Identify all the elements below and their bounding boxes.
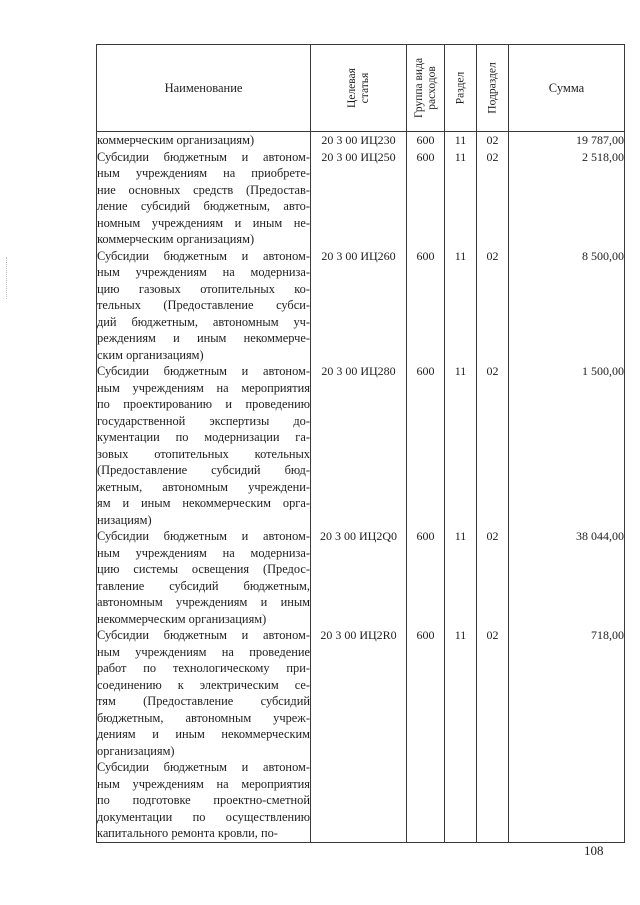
row-sum: 718,00 [509,627,625,759]
row-name-line: Субсидии бюджетным и автоном- [97,628,310,642]
row-name-line: номным учреждениям и иным не- [97,215,310,230]
table-body [97,132,625,843]
row-name-line: зовых отопительных котельных [97,446,310,461]
row-target-article: 20 3 00 ИЦ260 [311,248,407,364]
row-name-line: тям (Предоставление субсидий [97,694,310,708]
row-name-line: (Предоставление субсидий бюд- [97,463,310,477]
row-name-line: по подготовке проектно-сметной [97,793,310,807]
row-name-line: ным учреждениям на проведение [97,644,310,659]
row-subsection: 02 [477,248,509,364]
scan-margin-mark [6,257,8,299]
row-name-line: тельных (Предоставление субси- [97,298,310,312]
row-sum [509,759,625,842]
row-name [97,627,311,759]
row-section: 11 [445,149,477,248]
page-number: 108 [584,843,604,858]
row-section: 11 [445,363,477,528]
header-subsection: Подраздел [477,45,509,132]
table-row [97,363,625,528]
row-name-line: ям и иным некоммерческим орга- [97,496,310,510]
row-expense-group: 600 [407,149,445,248]
row-name-line: автономным учреждениям и иным [97,595,310,609]
row-name-line: ление субсидий бюджетным, авто- [97,199,310,213]
row-name [97,363,311,528]
row-subsection: 02 [477,132,509,149]
row-name-line: жетным, автономным учреждени- [97,479,310,494]
row-target-article: 20 3 00 ИЦ2R0 [311,627,407,759]
row-subsection: 02 [477,528,509,627]
row-name [97,528,311,627]
table-row [97,149,625,248]
row-target-article [311,759,407,842]
row-name-line: Субсидии бюджетным и автоном- [97,760,310,774]
row-name-line: некоммерческим организациям) [97,611,267,626]
row-name [97,149,311,248]
row-name-line: низациям) [97,512,152,527]
row-sum: 1 500,00 [509,363,625,528]
table-row [97,528,625,627]
row-name-line: ным учреждениям на модерниза- [97,545,310,560]
row-section: 11 [445,528,477,627]
row-name-line: организациям) [97,743,175,758]
row-target-article: 20 3 00 ИЦ280 [311,363,407,528]
row-section: 11 [445,248,477,364]
row-name-line: ным учреждениям на приобрете- [97,166,310,180]
row-name-line: соединению к электрическим се- [97,677,310,692]
row-name-line: дий бюджетным, автономным уч- [97,314,310,329]
row-name [97,759,311,842]
row-name-line: Субсидии бюджетным и автоном- [97,149,310,164]
row-target-article: 20 3 00 ИЦ250 [311,149,407,248]
row-expense-group: 600 [407,363,445,528]
row-sum: 19 787,00 [509,132,625,149]
row-name [97,132,311,149]
row-name-line: коммерческим организациям) [97,133,255,147]
row-name-line: государственной экспертизы до- [97,413,310,428]
row-target-article: 20 3 00 ИЦ230 [311,132,407,149]
row-subsection: 02 [477,149,509,248]
row-name-line: тавление субсидий бюджетным, [97,578,310,593]
row-section: 11 [445,132,477,149]
row-name-line: ным учреждениям на мероприятия [97,380,310,395]
table-row [97,248,625,364]
row-expense-group: 600 [407,248,445,364]
row-name-line: реждениям и иным некоммерче- [97,331,310,345]
row-name-line: по проектированию и проведению [97,397,310,411]
row-name-line: документации по осуществлению [97,809,310,824]
row-expense-group: 600 [407,528,445,627]
row-name [97,248,311,364]
header-name: Наименование [97,45,311,132]
row-section: 11 [445,627,477,759]
row-sum: 8 500,00 [509,248,625,364]
header-target-article: Целевая статья [311,45,407,132]
row-section [445,759,477,842]
table-row [97,759,625,842]
row-sum: 2 518,00 [509,149,625,248]
row-expense-group: 600 [407,627,445,759]
row-name-line: коммерческим организациям) [97,232,255,246]
header-section: Раздел [445,45,477,132]
budget-table [96,44,625,843]
row-expense-group: 600 [407,132,445,149]
header-expense-group: Группа вида расходов [407,45,445,132]
row-target-article: 20 3 00 ИЦ2Q0 [311,528,407,627]
row-name-line: ским организациям) [97,347,204,362]
row-name-line: кументации по модернизации га- [97,430,310,444]
header-sum: Сумма [509,45,625,132]
row-name-line: цию газовых отопительных ко- [97,281,310,296]
row-name-line: ние основных средств (Предостав- [97,182,310,197]
row-name-line: цию системы освещения (Предос- [97,562,310,576]
row-subsection [477,759,509,842]
table-header-row [97,45,625,132]
row-subsection: 02 [477,627,509,759]
row-sum: 38 044,00 [509,528,625,627]
row-name-line: ным учреждениям на мероприятия [97,776,310,791]
row-name-line: дениям и иным некоммерческим [97,727,310,741]
row-name-line: ным учреждениям на модерниза- [97,265,310,279]
table-row [97,132,625,149]
row-expense-group [407,759,445,842]
row-name-line: Субсидии бюджетным и автоном- [97,364,310,378]
row-name-line: капитального ремонта кровли, по- [97,826,278,840]
table-row [97,627,625,759]
row-name-line: Субсидии бюджетным и автоном- [97,529,310,543]
row-subsection: 02 [477,363,509,528]
row-name-line: Субсидии бюджетным и автоном- [97,248,310,263]
row-name-line: бюджетным, автономным учреж- [97,710,310,725]
row-name-line: работ по технологическому при- [97,661,310,675]
